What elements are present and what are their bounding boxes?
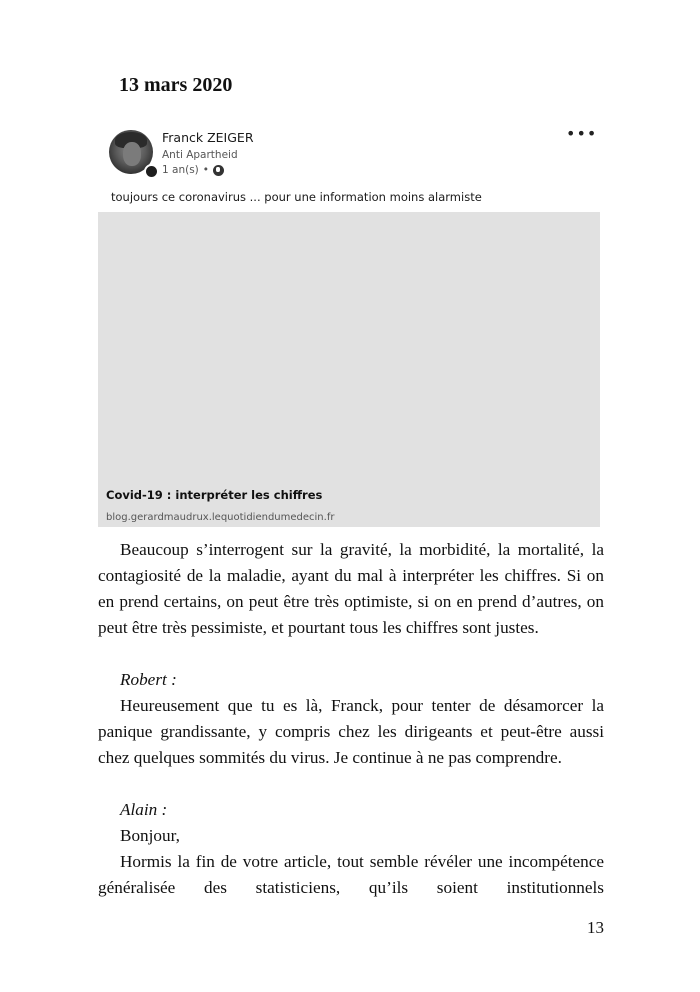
- speaker-alain: Alain :: [120, 800, 168, 819]
- post-meta: [162, 164, 224, 176]
- greeting: Bonjour,: [120, 826, 180, 845]
- body-text: [98, 537, 604, 901]
- page-number: 13: [587, 918, 604, 937]
- online-status-icon: [144, 164, 159, 179]
- post-time[interactable]: 1 an(s): [162, 164, 199, 176]
- avatar-face: [123, 142, 141, 166]
- meta-separator: •: [202, 164, 209, 176]
- post-group[interactable]: Anti Apartheid: [162, 149, 238, 161]
- link-domain: blog.gerardmaudrux.lequotidiendumedecin.fr: [106, 512, 335, 523]
- link-preview-card[interactable]: [98, 212, 600, 527]
- speaker-robert: Robert :: [120, 670, 177, 689]
- link-title[interactable]: Covid-19 : interpréter les chiffres: [106, 488, 323, 502]
- more-options-button[interactable]: •••: [566, 124, 598, 143]
- post-caption: toujours ce coronavirus ... pour une information moins alarmiste: [111, 190, 482, 204]
- date-heading: 13 mars 2020: [119, 74, 233, 96]
- paragraph-intro: Beaucoup s’interrogent sur la gravité, la morbidité, la mortalité, la contagiosité de la maladie, ayant du mal à interpréter les chiffres. Si on en prend certains, on peut être très optimiste, si on en prend d’autres, on peut être très pessimiste, et pourtant tous les chiffres sont justes.: [98, 540, 604, 637]
- paragraph-robert: Heureusement que tu es là, Franck, pour tenter de désamorcer la panique grandissante, y compris chez les dirigeants et peut-être aussi chez quelques sommités du virus. Je continue à ne pas comprendre.: [98, 696, 604, 767]
- paragraph-alain: Hormis la fin de votre article, tout semble révéler une incompétence généralisée des statisticiens, qu’ils soient institutionnels: [98, 852, 604, 897]
- post-author[interactable]: Franck ZEIGER: [162, 130, 254, 145]
- globe-icon: [213, 165, 224, 176]
